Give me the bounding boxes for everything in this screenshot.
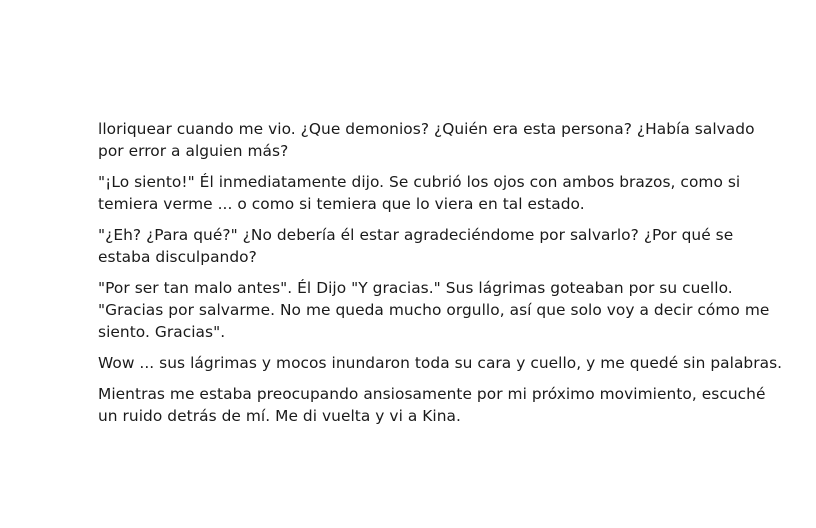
text-line: "Por ser tan malo antes". Él Dijo "Y gracias." Sus lágrimas goteaban por su cuello. xyxy=(98,279,733,297)
paragraph xyxy=(98,171,758,215)
paragraph xyxy=(98,383,766,427)
text-line: lloriquear cuando me vio. ¿Que demonios? ¿Quién era esta persona? ¿Había salvado xyxy=(98,120,755,138)
text-line: siento. Gracias". xyxy=(98,323,226,341)
text-line: "¿Eh? ¿Para qué?" ¿No debería él estar agradeciéndome por salvarlo? ¿Por qué se xyxy=(98,226,734,244)
text-line: temiera verme ... o como si temiera que lo viera en tal estado. xyxy=(98,195,585,213)
body-text xyxy=(98,118,783,436)
text-line: por error a alguien más? xyxy=(98,142,289,160)
text-line: "¡Lo siento!" Él inmediatamente dijo. Se cubrió los ojos con ambos brazos, como si xyxy=(98,173,741,191)
paragraph xyxy=(98,224,758,268)
paragraph xyxy=(98,118,758,162)
paragraph xyxy=(98,277,770,343)
text-line: un ruido detrás de mí. Me di vuelta y vi a Kina. xyxy=(98,407,461,425)
text-line: "Gracias por salvarme. No me queda mucho orgullo, así que solo voy a decir cómo me xyxy=(98,301,770,319)
text-line: estaba disculpando? xyxy=(98,248,257,266)
paragraph xyxy=(98,352,783,374)
text-line: Mientras me estaba preocupando ansiosamente por mi próximo movimiento, escuché xyxy=(98,385,766,403)
text-line: Wow ... sus lágrimas y mocos inundaron toda su cara y cuello, y me quedé sin palabras. xyxy=(98,354,783,372)
